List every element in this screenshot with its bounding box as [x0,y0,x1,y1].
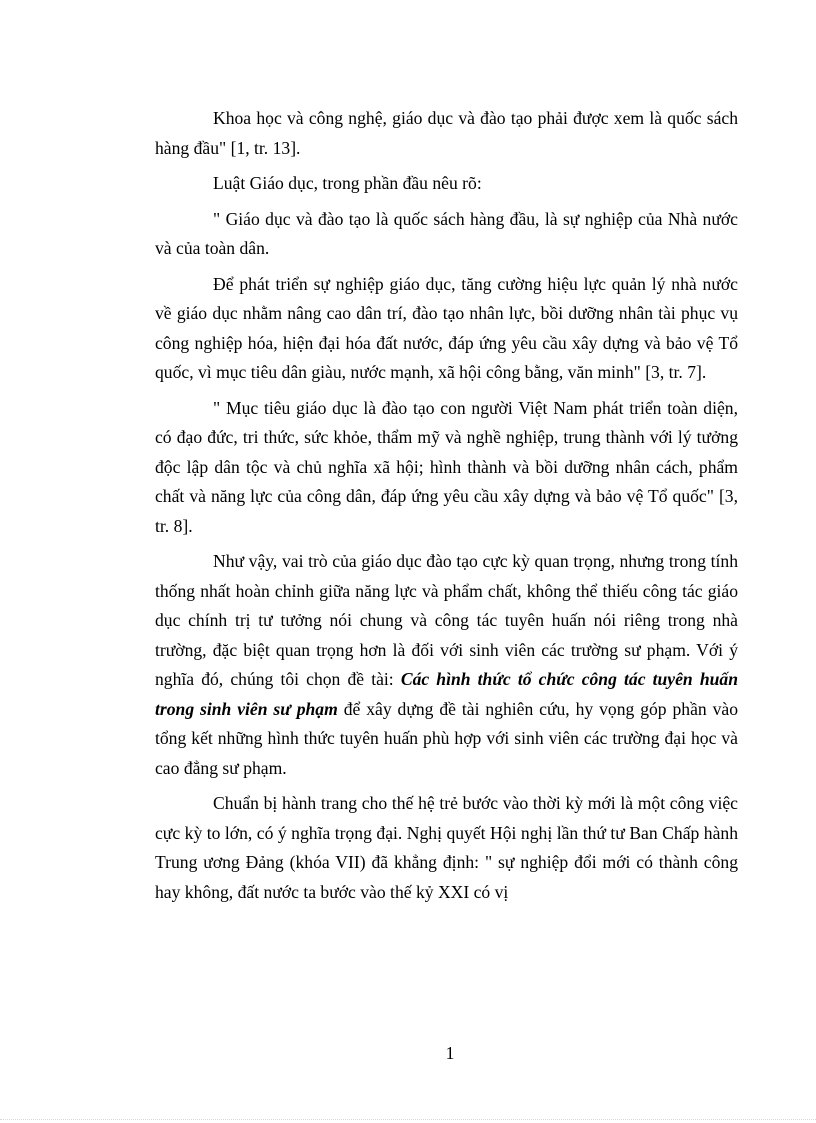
paragraph-text: Khoa học và công nghệ, giáo dục và đào tạo phải được xem là quốc sách hàng đầu" [1, tr. 13]. [155,108,738,158]
paragraph-preparation [155,789,738,907]
paragraph-text: Chuẩn bị hành trang cho thế hệ trẻ bước vào thời kỳ mới là một công việc cực kỳ to lớn, có ý nghĩa trọng đại. Nghị quyết Hội nghị lần thứ tư Ban Chấp hành Trung ương Đảng (khóa VII) đã khẳng định: " sự nghiệp đổi mới có thành công hay không, đất nước ta bước vào thế kỷ XXI có vị [155,793,738,902]
paragraph-education-law [155,169,738,199]
paragraph-text: " Giáo dục và đào tạo là quốc sách hàng đầu, là sự nghiệp của Nhà nước và của toàn dân. [155,208,738,258]
page-bottom-divider [0,1119,816,1120]
paragraph-text: Luật Giáo dục, trong phần đầu nêu rõ: [213,173,482,193]
paragraph-text: Để phát triển sự nghiệp giáo dục, tăng cường hiệu lực quản lý nhà nước về giáo dục nhằm nâng cao dân trí, đào tạo nhân lực, bồi dưỡng nhân tài phục vụ công nghiệp hóa, hiện đại hóa đất nước, đáp ứng yêu cầu xây dựng và bảo vệ Tổ quốc, vì mục tiêu dân giàu, nước mạnh, xã hội công bằng, văn minh" [3, tr. 7]. [155,273,738,382]
page-number: 1 [445,1043,455,1063]
paragraph-education-goal [155,394,738,542]
paragraph-topic [155,547,738,783]
paragraph-text: " Mục tiêu giáo dục là đào tạo con người Việt Nam phát triển toàn diện, có đạo đức, tri thức, sức khỏe, thẩm mỹ và nghề nghiệp, trung thành với lý tưởng độc lập dân tộc và chủ nghĩa xã hội; hình thành và bồi dưỡng nhân cách, phẩm chất và năng lực của công dân, đáp ứng yêu cầu xây dựng và bảo vệ Tổ quốc" [3, tr. 8]. [155,397,738,536]
body-text [155,104,738,913]
paragraph-continuation [155,104,738,163]
paragraph-development [155,270,738,388]
paragraph-text-after: để xây dựng đề tài nghiên cứu, hy vọng góp phần vào tổng kết những hình thức tuyên huấn phù hợp với sinh viên các trường đại học và cao đẳng sư phạm. [155,698,738,778]
paragraph-text-before: Như vậy, vai trò của giáo dục đào tạo cực kỳ quan trọng, nhưng trong tính thống nhất hoàn chỉnh giữa năng lực và phẩm chất, không thể thiếu công tác giáo dục chính trị tư tưởng nói chung và công tác tuyên huấn nói riêng trong nhà trường, đặc biệt quan trọng hơn là đối với sinh viên các trường sư phạm. Với ý nghĩa đó, chúng tôi chọn đề tài: [155,551,738,689]
topic-title-emphasis: Các hình thức tổ chức công tác tuyên huấn trong sinh viên sư phạm [155,669,738,719]
paragraph-quote-priority [155,205,738,264]
